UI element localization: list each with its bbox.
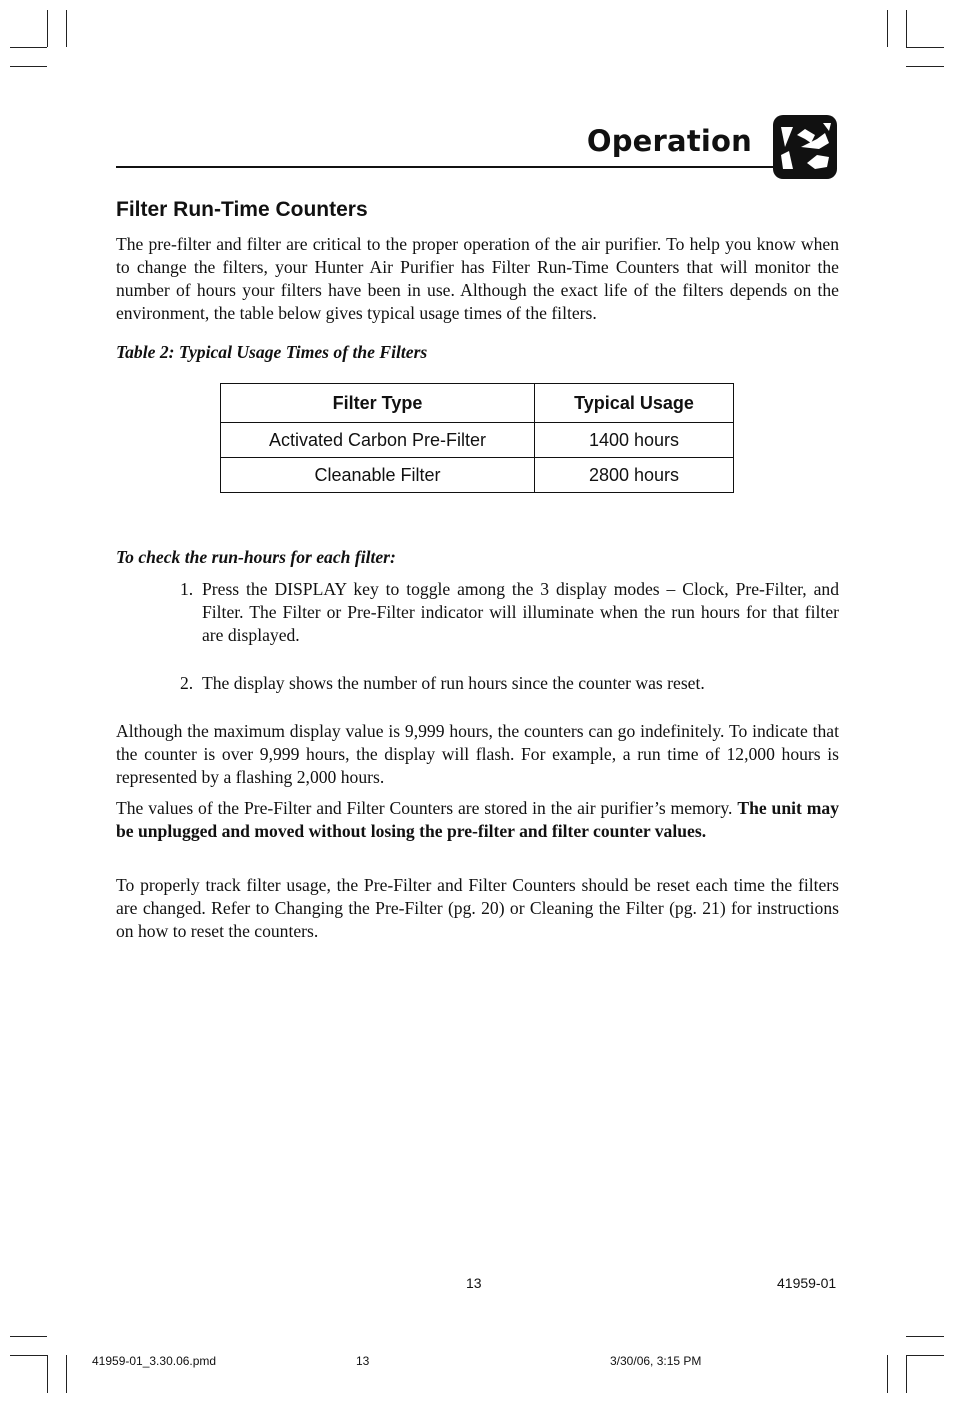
list-item xyxy=(180,672,839,695)
table-row xyxy=(221,458,734,493)
step-text: The display shows the number of run hours since the counter was reset. xyxy=(202,673,705,693)
typical-usage-cell: 2800 hours xyxy=(535,458,734,493)
crop-mark xyxy=(906,10,907,47)
crop-mark xyxy=(66,1355,67,1393)
crop-mark xyxy=(906,66,944,67)
crop-mark xyxy=(47,1355,48,1393)
crop-mark xyxy=(66,10,67,47)
memory-paragraph xyxy=(116,797,839,843)
filter-type-cell: Activated Carbon Pre-Filter xyxy=(221,423,535,458)
crop-mark xyxy=(10,47,47,48)
step-number: 1. xyxy=(180,579,194,599)
list-item xyxy=(180,578,839,647)
table-header-row xyxy=(221,384,734,423)
crop-mark xyxy=(47,10,48,47)
page-title: Operation xyxy=(586,124,752,158)
max-display-paragraph: Although the maximum display value is 9,999 hours, the counters can go indefinitely. To indicate that the counter is over 9,999 hours, the display will flash. For example, a run time of 12,000 hours is represented by a flashing 2,000 hours. xyxy=(116,721,839,787)
table-caption: Table 2: Typical Usage Times of the Filters xyxy=(116,342,428,362)
step-text: Press the DISPLAY key to toggle among the 3 display modes – Clock, Pre-Filter, and Filter. The Filter or Pre-Filter indicator will illuminate when the run hours for that filter are displayed. xyxy=(202,579,839,645)
step-number: 2. xyxy=(180,673,194,693)
crop-mark xyxy=(906,1355,907,1393)
crop-mark xyxy=(10,1336,47,1337)
page-number: 13 xyxy=(466,1275,482,1291)
section-heading: Filter Run-Time Counters xyxy=(116,198,368,221)
crop-mark xyxy=(10,1355,47,1356)
usage-table xyxy=(220,383,734,493)
operation-chapter-icon xyxy=(771,113,839,181)
slug-datetime: 3/30/06, 3:15 PM xyxy=(610,1354,702,1368)
column-header: Filter Type xyxy=(221,384,535,423)
slug-page: 13 xyxy=(356,1354,370,1368)
typical-usage-cell: 1400 hours xyxy=(535,423,734,458)
slug-filename: 41959-01_3.30.06.pmd xyxy=(92,1354,217,1368)
crop-mark xyxy=(906,1355,944,1356)
steps-heading: To check the run-hours for each filter: xyxy=(116,547,396,567)
filter-type-cell: Cleanable Filter xyxy=(221,458,535,493)
crop-mark xyxy=(906,1336,944,1337)
memory-text: The values of the Pre-Filter and Filter Counters are stored in the air purifier’s memory. xyxy=(116,798,733,818)
column-header: Typical Usage xyxy=(535,384,734,423)
crop-mark xyxy=(887,10,888,47)
crop-mark xyxy=(887,1355,888,1393)
memory-bold-text: The unit may be unplugged and moved without losing the pre-filter and filter counter values. xyxy=(116,798,839,841)
document-code: 41959-01 xyxy=(777,1275,837,1291)
crop-mark xyxy=(906,47,944,48)
table-row xyxy=(221,423,734,458)
header-rule xyxy=(116,166,778,168)
intro-paragraph: The pre-filter and filter are critical to the proper operation of the air purifier. To help you know when to change the filters, your Hunter Air Purifier has Filter Run-Time Counters that will monitor the number of hours your filters have been in use. Although the exact life of the filters depends on the environment, the table below gives typical usage times of the filters. xyxy=(116,234,839,323)
crop-mark xyxy=(10,66,47,67)
reset-paragraph: To properly track filter usage, the Pre-Filter and Filter Counters should be reset each time the filters are changed. Refer to Changing the Pre-Filter (pg. 20) or Cleaning the Filter (pg. 21) for instructions on how to reset the counters. xyxy=(116,875,839,941)
